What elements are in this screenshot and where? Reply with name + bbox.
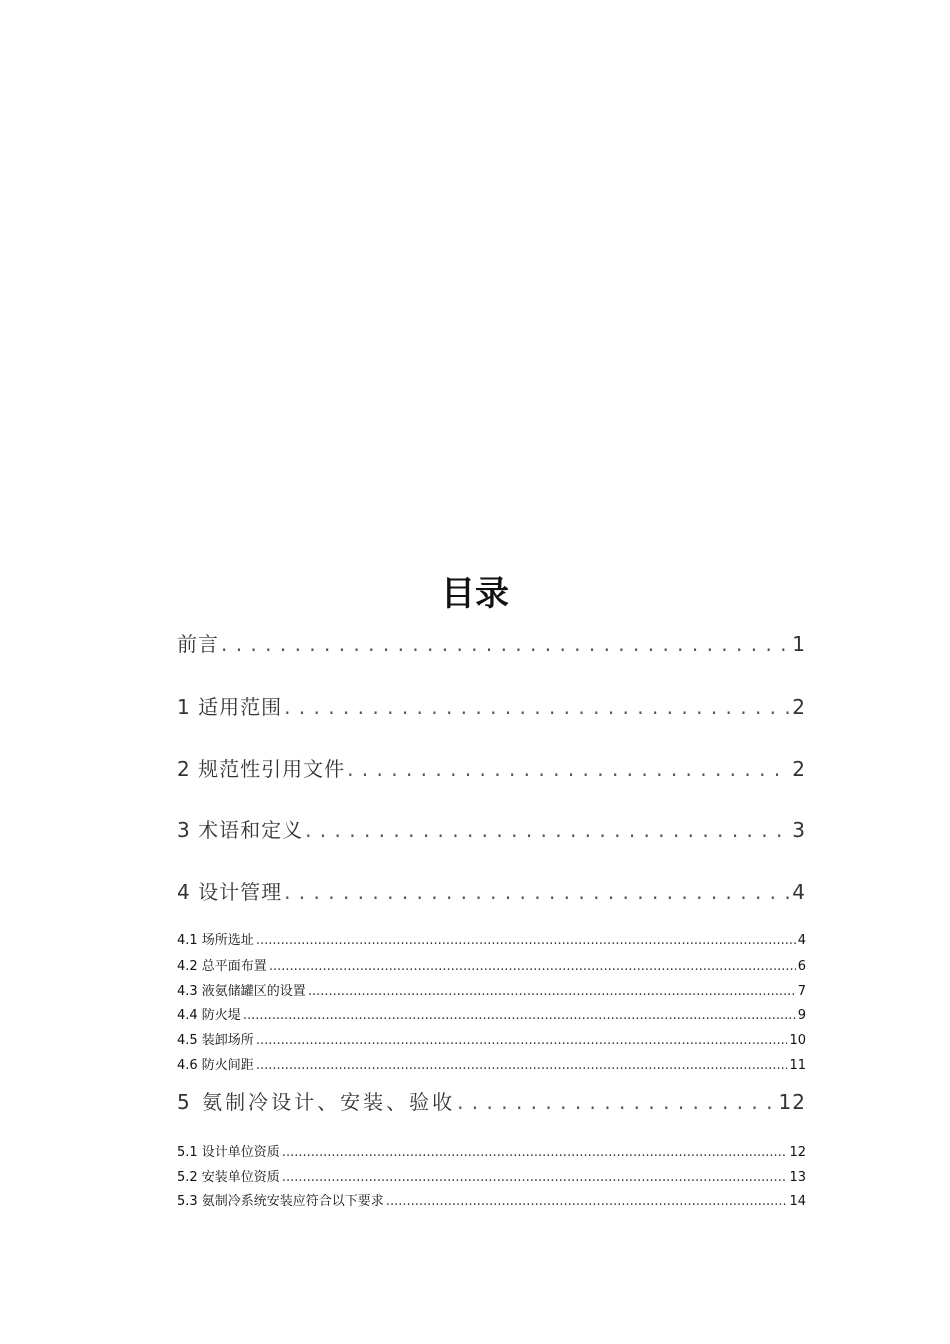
toc-page-number: 1 [792, 632, 806, 656]
toc-dot-leader [221, 632, 790, 656]
toc-entry-loading-area[interactable] [177, 1029, 806, 1048]
toc-dot-leader [347, 757, 790, 781]
toc-entry-label: 前言 [177, 632, 219, 656]
toc-dot-leader [282, 1145, 788, 1160]
toc-entry-scope[interactable] [177, 691, 806, 720]
toc-entry-normative-references[interactable] [177, 753, 806, 782]
toc-dot-leader [269, 959, 796, 974]
toc-entry-label: 4.6 防火间距 [177, 1058, 254, 1073]
toc-dot-leader [284, 695, 790, 719]
toc-entry-install-qualification[interactable] [177, 1166, 806, 1185]
toc-entry-label: 5.2 安装单位资质 [177, 1170, 280, 1185]
toc-dot-leader [386, 1194, 788, 1209]
toc-page-number: 6 [797, 959, 806, 974]
toc-entry-general-layout[interactable] [177, 955, 806, 974]
toc-entry-label: 5.3 氨制冷系统安装应符合以下要求 [177, 1194, 384, 1209]
toc-page-number: 14 [789, 1194, 806, 1209]
toc-dot-leader [282, 1170, 788, 1185]
toc-entry-label: 2 规范性引用文件 [177, 757, 346, 781]
toc-page-number: 11 [789, 1058, 806, 1073]
toc-page-number: 9 [797, 1008, 806, 1023]
toc-dot-leader [256, 1058, 788, 1073]
toc-entry-label: 4.2 总平面布置 [177, 959, 267, 974]
toc-dot-leader [305, 818, 790, 842]
toc-entry-ammonia-tank-area[interactable] [177, 980, 806, 999]
toc-entry-label: 3 术语和定义 [177, 818, 304, 842]
toc-entry-design-management[interactable] [177, 876, 806, 905]
toc-page-number: 7 [797, 984, 806, 999]
toc-page-number: 2 [792, 695, 806, 719]
toc-page-number: 4 [797, 933, 806, 948]
toc-dot-leader [284, 880, 790, 904]
toc-entry-fire-spacing[interactable] [177, 1054, 806, 1073]
toc-entry-label: 1 适用范围 [177, 695, 283, 719]
toc-entry-refrigeration-design[interactable] [177, 1086, 806, 1115]
toc-entry-label: 4.3 液氨储罐区的设置 [177, 984, 306, 999]
toc-page-number: 10 [789, 1033, 806, 1048]
toc-entry-terms-definitions[interactable] [177, 814, 806, 843]
toc-entry-install-requirements[interactable] [177, 1190, 806, 1209]
toc-entry-label: 5 氨制冷设计、安装、验收 [177, 1090, 456, 1114]
toc-entry-label: 4 设计管理 [177, 880, 283, 904]
toc-page-number: 13 [789, 1170, 806, 1185]
toc-page-number: 2 [792, 757, 806, 781]
toc-entry-label: 4.1 场所选址 [177, 933, 254, 948]
toc-page-number: 3 [792, 818, 806, 842]
toc-page-number: 4 [792, 880, 806, 904]
toc-dot-leader [457, 1090, 776, 1114]
toc-entry-design-qualification[interactable] [177, 1141, 806, 1160]
toc-entry-label: 4.5 装卸场所 [177, 1033, 254, 1048]
toc-entry-preface[interactable] [177, 628, 806, 657]
toc-page-number: 12 [789, 1145, 806, 1160]
toc-entry-label: 4.4 防火堤 [177, 1008, 241, 1023]
toc-entry-site-selection[interactable] [177, 929, 806, 948]
toc-dot-leader [308, 984, 796, 999]
toc-page-number: 12 [778, 1090, 806, 1114]
toc-entry-fire-dike[interactable] [177, 1004, 806, 1023]
toc-dot-leader [243, 1008, 796, 1023]
toc-entry-label: 5.1 设计单位资质 [177, 1145, 280, 1160]
toc-dot-leader [256, 933, 796, 948]
toc-dot-leader [256, 1033, 788, 1048]
toc-title: 目录 [441, 574, 509, 614]
